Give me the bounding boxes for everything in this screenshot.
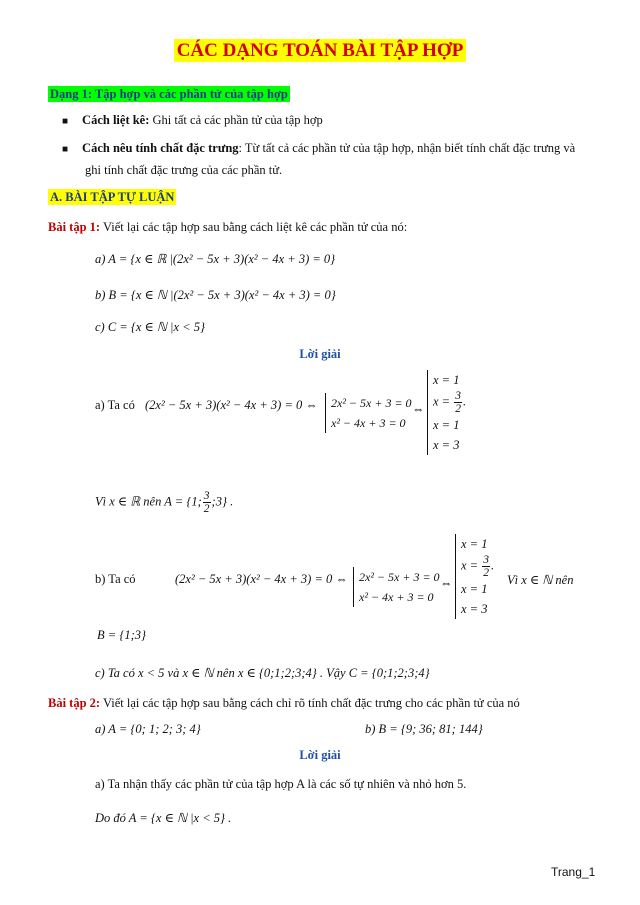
sol-a-prefix: a) Ta có <box>95 398 135 412</box>
sol-b-equation: (2x² − 5x + 3)(x² − 4x + 3) = 0 ⇔ <box>175 572 348 586</box>
sol2-line1: a) Ta nhận thấy các phần tử của tập hợp A là các số tự nhiên và nhỏ hơn 5. <box>95 777 467 791</box>
sol-b-vi: Vì x ∈ ℕ nên <box>507 573 574 587</box>
bai-tap-1: Bài tập 1: Viết lại các tập hợp sau bằng cách liệt kê các phần tử của nó: <box>48 220 408 234</box>
bt2-item-a: a) A = {0; 1; 2; 3; 4} <box>95 722 201 736</box>
bt2-item-b: b) B = {9; 36; 81; 144} <box>365 722 483 736</box>
dang1-heading: Dạng 1: Tập hợp và các phần tử của tập hợp <box>50 87 288 101</box>
sol-a-equation: (2x² − 5x + 3)(x² − 4x + 3) = 0 ⇔ <box>145 398 318 412</box>
sol-a-roots: x = 1 x = $\frac{3}{2}$ . x = 1 x = 3 <box>427 370 466 455</box>
loi-giai-heading-1: Lời giải <box>299 347 341 361</box>
sol-a-system: 2x² − 5x + 3 = 0 x² − 4x + 3 = 0 <box>322 393 412 433</box>
sol-b-iff: ⇔ <box>440 576 453 590</box>
bt1-item-c: c) C = {x ∈ ℕ |x < 5} <box>95 320 205 334</box>
page-footer: Trang_1 <box>551 865 596 879</box>
bai-tap-2: Bài tập 2: Viết lại các tập hợp sau bằng cách chỉ rõ tính chất đặc trưng cho các phần tử của nó <box>48 696 520 710</box>
sol2-line2: Do đó A = {x ∈ ℕ |x < 5} . <box>95 811 232 825</box>
page-title: CÁC DẠNG TOÁN BÀI TẬP HỢP <box>0 40 640 62</box>
loi-giai-heading-2: Lời giải <box>299 748 341 762</box>
section-a-heading: A. BÀI TẬP TỰ LUẬN <box>50 190 175 204</box>
bullet-liet-ke: ■ Cách liệt kê: Ghi tất cả các phần tử của tập hợp <box>62 113 323 127</box>
square-bullet-icon: ■ <box>62 144 69 155</box>
bt1-item-b: b) B = {x ∈ ℕ |(2x² − 5x + 3)(x² − 4x + 3) = 0} <box>95 288 336 302</box>
sol-b-roots: x = 1 x = $\frac{3}{2}$ . x = 1 x = 3 <box>455 534 494 619</box>
sol-a-conclusion: Vì x ∈ ℝ nên A = {1; $\frac{3}{2}$ ;3} . <box>95 490 234 515</box>
square-bullet-icon: ■ <box>62 116 69 127</box>
bt1-item-a: a) A = {x ∈ ℝ |(2x² − 5x + 3)(x² − 4x + 3) = 0} <box>95 252 336 266</box>
sol-c-line: c) Ta có x < 5 và x ∈ ℕ nên x ∈ {0;1;2;3;4} . Vậy C = {0;1;2;3;4} <box>95 666 430 680</box>
bullet-tinh-chat-line2: ghi tính chất đặc trưng của các phần tử. <box>85 163 283 177</box>
sol-b-prefix: b) Ta có <box>95 572 136 586</box>
sol-b-set: B = {1;3} <box>97 628 146 642</box>
sol-a-iff: ⇔ <box>412 402 425 416</box>
sol-b-system: 2x² − 5x + 3 = 0 x² − 4x + 3 = 0 <box>350 567 440 607</box>
bullet-tinh-chat: ■ Cách nêu tính chất đặc trưng: Từ tất cả các phần tử của tập hợp, nhận biết tính chất đặc trưng và <box>62 141 576 155</box>
